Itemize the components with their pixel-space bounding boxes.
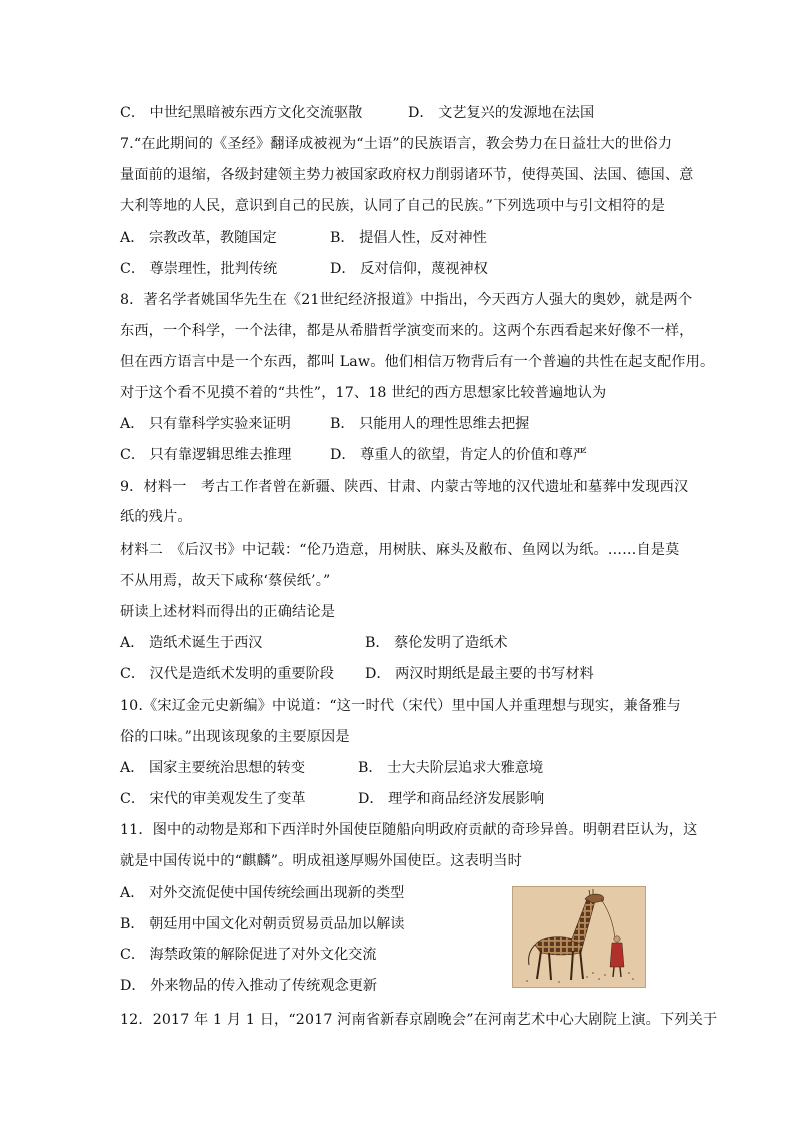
q12-stem-line-1: 12．2017 年 1 月 1 日，“2017 河南省新春京剧晚会”在河南艺术中心大剧院上演。下列关于 xyxy=(120,1012,718,1028)
q10-option-b: B． 士大夫阶层追求大雅意境 xyxy=(358,760,544,776)
q7-option-a: A． 宗教改革，教随国定 xyxy=(120,230,277,246)
q11-option-b: B． 朝廷用中国文化对朝贡贸易贡品加以解读 xyxy=(120,916,405,932)
q11-option-d: D． 外来物品的传入推动了传统观念更新 xyxy=(120,978,378,994)
q9-option-a: A． 造纸术诞生于西汉 xyxy=(120,635,263,651)
q7-option-d: D． 反对信仰，蔑视神权 xyxy=(330,261,488,277)
q7-stem-line-3: 大利等地的人民，意识到自己的民族，认同了自己的民族。”下列选项中与引文相符的是 xyxy=(120,198,666,214)
q6-option-d: D． 文艺复兴的发源地在法国 xyxy=(408,105,595,121)
q7-option-c: C． 尊崇理性，批判传统 xyxy=(120,261,278,277)
q8-stem-line-1: 8．著名学者姚国华先生在《21世纪经济报道》中指出，今天西方人强大的奥妙，就是两个 xyxy=(120,292,693,308)
q8-stem-line-4: 对于这个看不见摸不着的“共性”，17、18 世纪的西方思想家比较普遍地认为 xyxy=(120,385,607,401)
q8-option-b: B． 只能用人的理性思维去把握 xyxy=(330,416,530,432)
q9-stem-line-5: 研读上述材料而得出的正确结论是 xyxy=(120,604,336,620)
q11-stem-line-1: 11．图中的动物是郑和下西洋时外国使臣随船向明政府贡献的奇珍异兽。明朝君臣认为，这 xyxy=(120,822,698,838)
q7-stem-line-1: 7.“在此期间的《圣经》翻译成被视为“土语”的民族语言，教会势力在日益壮大的世俗力 xyxy=(120,136,673,152)
q10-option-a: A． 国家主要统治思想的转变 xyxy=(120,760,306,776)
q7-stem-line-2: 量面前的退缩，各级封建领主势力被国家政府权力削弱诸环节，使得英国、法国、德国、意 xyxy=(120,167,694,183)
q8-stem-line-3: 但在西方语言中是一个东西，都叫 Law。他们相信万物背后有一个普遍的共性在起支配作用。 xyxy=(120,354,715,370)
q11-option-c: C． 海禁政策的解除促进了对外文化交流 xyxy=(120,947,377,963)
q11-option-a: A． 对外交流促使中国传统绘画出现新的类型 xyxy=(120,885,405,901)
q8-option-c: C． 只有靠逻辑思维去推理 xyxy=(120,447,292,463)
q9-stem-line-2: 纸的残片。 xyxy=(120,509,192,525)
q6-option-c: C． 中世纪黑暗被东西方文化交流驱散 xyxy=(120,105,363,121)
q10-stem-line-2: 俗的口味。”出现该现象的主要原因是 xyxy=(120,729,350,745)
q10-option-c: C． 宋代的审美观发生了变革 xyxy=(120,791,306,807)
q9-option-c: C． 汉代是造纸术发明的重要阶段 xyxy=(120,666,334,682)
q9-stem-line-4: 不从用焉，故天下咸称‘蔡侯纸’。” xyxy=(120,573,331,589)
q8-option-d: D． 尊重人的欲望，肯定人的价值和尊严 xyxy=(330,447,588,463)
q7-option-b: B． 提倡人性，反对神性 xyxy=(330,230,487,246)
q9-stem-line-1: 9．材料一 考古工作者曾在新疆、陕西、甘肃、内蒙古等地的汉代遗址和墓葬中发现西汉 xyxy=(120,479,689,495)
q11-stem-line-2: 就是中国传说中的“麒麟”。明成祖遂厚赐外国使臣。这表明当时 xyxy=(120,853,522,869)
q8-option-a: A． 只有靠科学实验来证明 xyxy=(120,416,291,432)
q8-stem-line-2: 东西，一个科学，一个法律，都是从希腊哲学演变而来的。这两个东西看起来好像不一样， xyxy=(120,323,694,339)
giraffe-illustration xyxy=(513,887,645,987)
q10-option-d: D． 理学和商品经济发展影响 xyxy=(358,791,545,807)
q9-option-b: B． 蔡伦发明了造纸术 xyxy=(365,635,508,651)
qilin-painting-image xyxy=(512,886,646,988)
q10-stem-line-1: 10.《宋辽金元史新编》中说道：“这一时代（宋代）里中国人并重理想与现实，兼备雅与 xyxy=(120,698,681,714)
q9-option-d: D． 两汉时期纸是最主要的书写材料 xyxy=(365,666,594,682)
q9-stem-line-3: 材料二 《后汉书》中记载：“伦乃造意，用树肤、麻头及敝布、鱼网以为纸。……自是莫 xyxy=(120,542,680,558)
